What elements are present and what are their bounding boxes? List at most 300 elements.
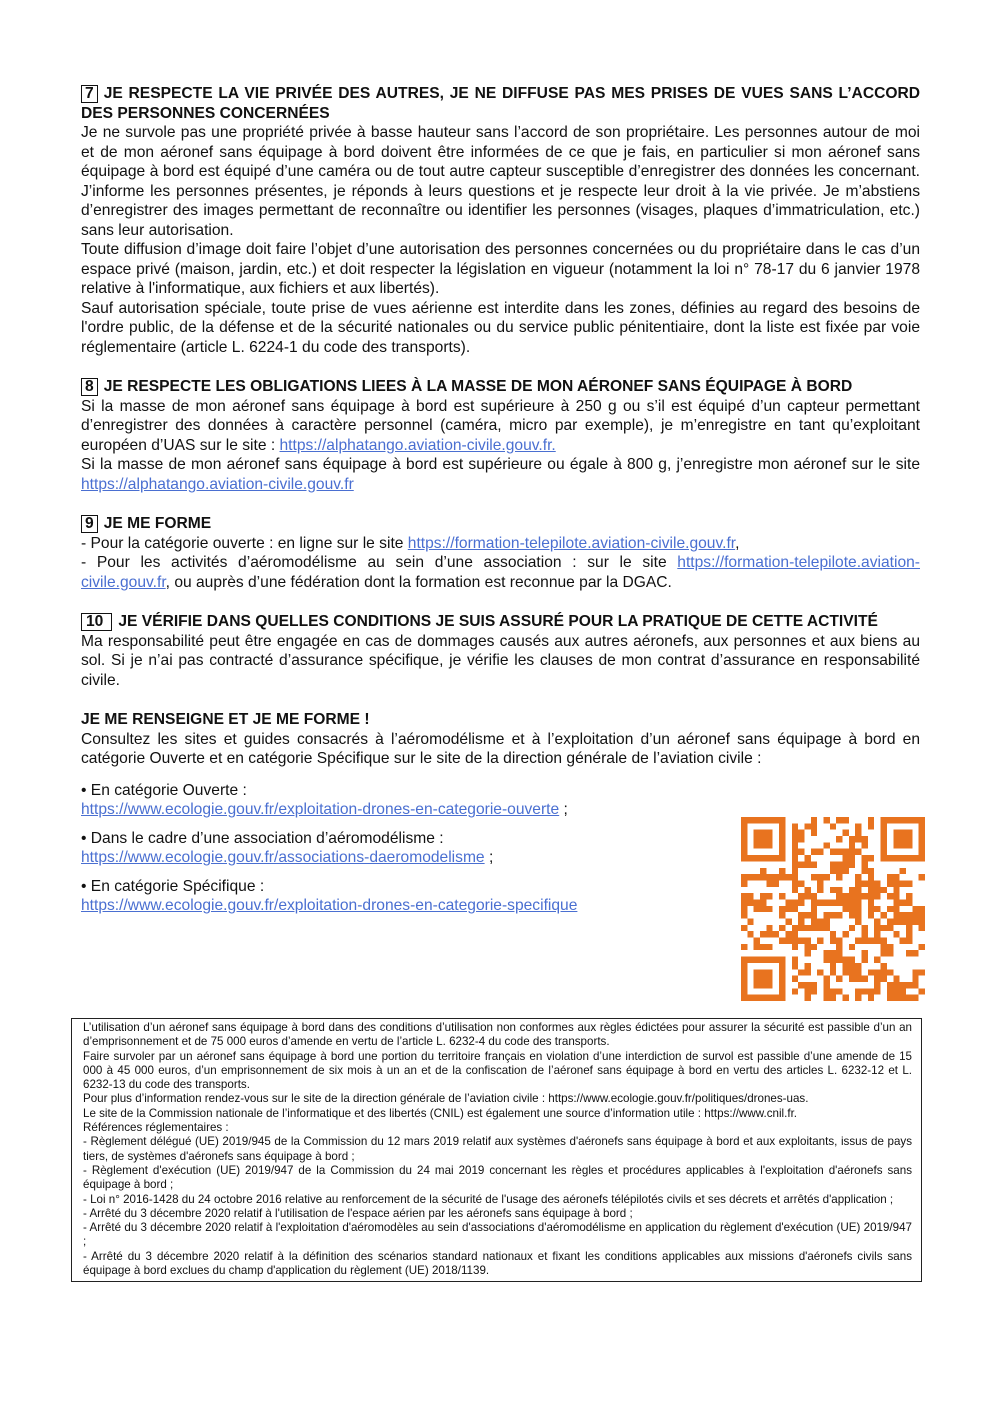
qr-module — [741, 963, 747, 969]
qr-module — [811, 899, 817, 905]
qr-module — [779, 893, 785, 899]
qr-module — [823, 982, 829, 988]
qr-module — [792, 988, 798, 994]
qr-module — [906, 855, 912, 861]
qr-module — [754, 899, 760, 905]
qr-module — [900, 899, 906, 905]
qr-module — [830, 868, 836, 874]
section-9-number: 9 — [81, 515, 98, 533]
qr-module — [741, 899, 747, 905]
qr-module — [779, 823, 785, 829]
section-8-p2-text: Si la masse de mon aéronef sans équipage à bord est supérieure ou égale à 800 g, j’enregistre mon aéronef sur le site — [81, 456, 920, 473]
qr-module — [760, 874, 766, 880]
info-link-label: • En catégorie Spécifique : — [81, 877, 265, 895]
section-10-paragraph-1: Ma responsabilité peut être engagée en cas de dommages causés aux autres aéronefs, aux personnes et aux biens au sol. Si je n’ai pas contracté d’assurance spécifique, je vérifie les clauses de mon contrat d’assurance en responsabilité civile. — [81, 632, 920, 689]
qr-module — [798, 836, 804, 842]
qr-module — [811, 849, 817, 855]
info-title: JE ME RENSEIGNE ET JE ME FORME ! — [81, 711, 370, 728]
qr-module — [906, 912, 912, 918]
qr-module — [874, 982, 880, 988]
qr-module — [874, 957, 880, 963]
qr-module — [843, 817, 849, 823]
qr-module — [893, 988, 899, 994]
qr-module — [912, 950, 918, 956]
qr-module — [849, 893, 855, 899]
section-7-paragraph-3: Sauf autorisation spéciale, toute prise de vues aérienne est interdite dans les zones, définies au regard des besoins de l'ordre public, de la défense et de la sécurité nationales ou du service public pénitentiaire, dont la liste est fixée par voie réglementaire (article L. 6224-1 du code des transports). — [81, 299, 920, 356]
qr-module — [906, 817, 912, 823]
qr-module — [817, 899, 823, 905]
qr-module — [900, 880, 906, 886]
qr-module — [919, 874, 925, 880]
qr-module — [811, 830, 817, 836]
qr-module — [785, 906, 791, 912]
qr-module — [798, 893, 804, 899]
qr-module — [830, 823, 836, 829]
qr-module — [919, 919, 925, 925]
qr-module — [830, 849, 836, 855]
qr-module — [836, 938, 842, 944]
section-9 — [81, 514, 920, 592]
qr-module — [868, 893, 874, 899]
qr-module — [779, 988, 785, 994]
qr-module — [773, 880, 779, 886]
qr-module — [874, 969, 880, 975]
qr-module — [862, 938, 868, 944]
qr-module — [887, 855, 893, 861]
qr-module — [760, 817, 766, 823]
qr-module — [798, 969, 804, 975]
qr-module — [881, 912, 887, 918]
qr-module — [919, 830, 925, 836]
qr-module — [823, 925, 829, 931]
qr-module — [881, 830, 887, 836]
qr-module — [811, 817, 817, 823]
qr-module — [855, 988, 861, 994]
qr-module — [887, 925, 893, 931]
legal-paragraph: Le site de la Commission nationale de l’informatique et des libertés (CNIL) est également une source d’information utile : https://www.cnil.fr. — [83, 1106, 798, 1120]
qr-module — [849, 861, 855, 867]
qr-module — [855, 969, 861, 975]
qr-module — [893, 906, 899, 912]
qr-module — [817, 919, 823, 925]
section-10-title: JE VÉRIFIE DANS QUELLES CONDITIONS JE SUIS ASSURÉ POUR LA PRATIQUE DE CETTE ACTIVITÉ — [118, 613, 878, 630]
qr-module — [741, 944, 747, 950]
qr-module — [900, 836, 906, 842]
qr-module — [868, 899, 874, 905]
qr-module — [919, 855, 925, 861]
legal-reference: - Loi n° 2016-1428 du 24 octobre 2016 relative au renforcement de la sécurité de l'usage des aéronefs télépilotés civils et ses décrets et arrêtés d'application ; — [83, 1192, 894, 1206]
qr-module — [843, 855, 849, 861]
qr-module — [830, 950, 836, 956]
qr-module — [754, 982, 760, 988]
qr-module — [760, 906, 766, 912]
qr-module — [919, 817, 925, 823]
qr-module — [766, 817, 772, 823]
qr-module — [862, 957, 868, 963]
qr-module — [754, 874, 760, 880]
qr-module — [741, 982, 747, 988]
qr-module — [760, 842, 766, 848]
qr-module — [747, 817, 753, 823]
qr-module — [868, 906, 874, 912]
qr-module — [912, 995, 918, 1001]
qr-module — [792, 842, 798, 848]
qr-module — [760, 976, 766, 982]
qr-module — [900, 912, 906, 918]
qr-module — [862, 861, 868, 867]
qr-module — [906, 830, 912, 836]
qr-module — [804, 861, 810, 867]
qr-module — [804, 969, 810, 975]
qr-module — [912, 906, 918, 912]
qr-module — [760, 969, 766, 975]
qr-module — [843, 893, 849, 899]
qr-module — [868, 988, 874, 994]
qr-module — [868, 995, 874, 1001]
qr-module — [881, 887, 887, 893]
qr-module — [773, 817, 779, 823]
qr-module — [747, 893, 753, 899]
qr-module — [843, 906, 849, 912]
qr-module — [823, 976, 829, 982]
qr-module — [887, 893, 893, 899]
qr-code[interactable] — [741, 817, 925, 1001]
qr-module — [785, 874, 791, 880]
qr-module — [766, 957, 772, 963]
qr-module — [741, 995, 747, 1001]
qr-module — [855, 849, 861, 855]
qr-module — [792, 887, 798, 893]
qr-module — [798, 938, 804, 944]
qr-module — [823, 842, 829, 848]
qr-module — [906, 931, 912, 937]
qr-module — [836, 874, 842, 880]
qr-module — [862, 868, 868, 874]
qr-module — [747, 899, 753, 905]
qr-module — [811, 861, 817, 867]
qr-module — [823, 919, 829, 925]
qr-module — [773, 874, 779, 880]
qr-module — [874, 988, 880, 994]
alphatango-link[interactable]: https://alphatango.aviation-civile.gouv.fr. — [279, 436, 556, 454]
qr-module — [792, 931, 798, 937]
qr-module — [779, 830, 785, 836]
qr-module — [836, 817, 842, 823]
qr-module — [836, 836, 842, 842]
info-link-after: ; — [559, 801, 568, 818]
qr-module — [862, 988, 868, 994]
qr-module — [900, 855, 906, 861]
qr-module — [747, 931, 753, 937]
qr-module — [779, 938, 785, 944]
qr-module — [893, 830, 899, 836]
qr-module — [792, 861, 798, 867]
qr-module — [779, 982, 785, 988]
qr-module — [881, 938, 887, 944]
qr-module — [868, 887, 874, 893]
formation-telepilote-link-2[interactable]: https://formation-telepilote.aviation-civile.gouv.fr — [81, 554, 920, 591]
qr-module — [862, 976, 868, 982]
qr-module — [766, 855, 772, 861]
qr-module — [887, 880, 893, 886]
qr-module — [798, 982, 804, 988]
qr-module — [868, 868, 874, 874]
qr-module — [862, 950, 868, 956]
qr-module — [919, 836, 925, 842]
section-9-title: JE ME FORME — [103, 515, 212, 532]
qr-module — [811, 982, 817, 988]
qr-module — [855, 912, 861, 918]
qr-module — [900, 988, 906, 994]
qr-module — [792, 976, 798, 982]
qr-module — [900, 919, 906, 925]
qr-module — [741, 849, 747, 855]
qr-module — [811, 823, 817, 829]
qr-module — [900, 868, 906, 874]
qr-module — [766, 976, 772, 982]
qr-module — [754, 938, 760, 944]
qr-module — [804, 912, 810, 918]
qr-module — [766, 982, 772, 988]
qr-module — [817, 938, 823, 944]
qr-module — [893, 982, 899, 988]
qr-module — [766, 880, 772, 886]
qr-module — [766, 874, 772, 880]
qr-module — [830, 969, 836, 975]
qr-module — [741, 906, 747, 912]
qr-module — [798, 912, 804, 918]
qr-module — [912, 855, 918, 861]
legal-reference: - Arrêté du 3 décembre 2020 relatif à la définition des scénarios standard nationaux et fixant les conditions applicables aux missions d'aéronefs civils sans équipage à bord exclues du champ d'application du règlement (UE) 2018/1139. — [83, 1249, 912, 1278]
qr-module — [843, 849, 849, 855]
qr-module — [817, 887, 823, 893]
qr-module — [823, 988, 829, 994]
qr-module — [741, 830, 747, 836]
qr-module — [887, 906, 893, 912]
qr-module — [906, 995, 912, 1001]
qr-module — [811, 988, 817, 994]
section-10 — [81, 612, 920, 690]
qr-module — [798, 919, 804, 925]
qr-module — [830, 995, 836, 1001]
qr-module — [754, 855, 760, 861]
qr-module — [919, 944, 925, 950]
section-7-paragraph-2: Toute diffusion d’image doit faire l’objet d’une autorisation des personnes concernées ou du propriétaire dans le cas d’un espace privé (maison, jardin, etc.) et doit respecter la législation en vigueur (notamment la loi n° 78-17 du 6 janvier 1978 relative à l'informatique, aux fichiers et aux libertés). — [81, 241, 920, 297]
qr-module — [881, 855, 887, 861]
qr-module — [779, 963, 785, 969]
qr-module — [849, 906, 855, 912]
qr-module — [906, 842, 912, 848]
qr-module — [843, 963, 849, 969]
qr-module — [855, 976, 861, 982]
qr-module — [830, 963, 836, 969]
section-8 — [81, 377, 920, 494]
qr-module — [754, 969, 760, 975]
qr-module — [823, 957, 829, 963]
qr-module — [741, 969, 747, 975]
qr-module — [912, 919, 918, 925]
qr-module — [893, 817, 899, 823]
qr-module — [893, 874, 899, 880]
qr-module — [760, 995, 766, 1001]
qr-module — [843, 861, 849, 867]
qr-module — [849, 944, 855, 950]
qr-module — [741, 880, 747, 886]
qr-module — [868, 912, 874, 918]
qr-module — [792, 880, 798, 886]
qr-module — [760, 931, 766, 937]
section-8-heading — [81, 377, 920, 397]
section-7-heading — [81, 84, 920, 123]
qr-module — [893, 976, 899, 982]
qr-module — [893, 899, 899, 905]
qr-module — [798, 849, 804, 855]
qr-module — [766, 842, 772, 848]
legal-paragraph: L’utilisation d’un aéronef sans équipage à bord dans des conditions d’utilisation non conformes aux règles édictées pour assurer la sécurité est passible d’un an d’emprisonnement et de 75 000 euros d’amende en vertu de l’article L. 6232-4 du code des transports. — [83, 1021, 912, 1049]
qr-module — [855, 874, 861, 880]
qr-module — [741, 817, 747, 823]
qr-module — [754, 976, 760, 982]
qr-module — [747, 957, 753, 963]
qr-module — [849, 963, 855, 969]
qr-module — [855, 919, 861, 925]
qr-module — [874, 919, 880, 925]
qr-module — [836, 912, 842, 918]
section-8-paragraph-2 — [81, 455, 920, 494]
qr-module — [779, 912, 785, 918]
section-8-paragraph-1 — [81, 397, 920, 456]
qr-module — [906, 938, 912, 944]
qr-module — [855, 995, 861, 1001]
qr-module — [741, 823, 747, 829]
qr-module — [741, 842, 747, 848]
qr-module — [893, 842, 899, 848]
qr-module — [811, 874, 817, 880]
page-content — [81, 84, 920, 925]
qr-module — [773, 957, 779, 963]
specifique-link[interactable]: https://www.ecologie.gouv.fr/exploitation-drones-en-categorie-specifique — [81, 897, 578, 914]
ouverte-link[interactable]: https://www.ecologie.gouv.fr/exploitation-drones-en-categorie-ouverte — [81, 801, 560, 818]
formation-telepilote-link[interactable]: https://formation-telepilote.aviation-civile.gouv.fr — [407, 534, 736, 552]
qr-module — [836, 868, 842, 874]
qr-module — [919, 988, 925, 994]
qr-module — [792, 925, 798, 931]
qr-module — [862, 931, 868, 937]
qr-module — [855, 880, 861, 886]
qr-module — [754, 836, 760, 842]
qr-module — [893, 836, 899, 842]
qr-module — [817, 925, 823, 931]
qr-module — [766, 906, 772, 912]
qr-module — [874, 976, 880, 982]
qr-module — [830, 931, 836, 937]
qr-module — [817, 849, 823, 855]
section-8-title: JE RESPECTE LES OBLIGATIONS LIEES À LA MASSE DE MON AÉRONEF SANS ÉQUIPAGE À BORD — [103, 378, 853, 395]
qr-module — [874, 938, 880, 944]
qr-module — [823, 817, 829, 823]
qr-module — [836, 957, 842, 963]
qr-module — [849, 855, 855, 861]
qr-module — [906, 899, 912, 905]
qr-module — [792, 963, 798, 969]
qr-module — [849, 976, 855, 982]
alphatango-link-2[interactable]: https://alphatango.aviation-civile.gouv.fr — [81, 475, 354, 493]
qr-module — [766, 944, 772, 950]
qr-module — [919, 842, 925, 848]
qr-module — [887, 969, 893, 975]
qr-module — [893, 912, 899, 918]
qr-module — [811, 906, 817, 912]
qr-module — [868, 855, 874, 861]
qr-module — [779, 995, 785, 1001]
qr-module — [843, 931, 849, 937]
qr-module — [817, 874, 823, 880]
qr-module — [893, 887, 899, 893]
legal-reference: - Arrêté du 3 décembre 2020 relatif à l'utilisation de l'espace aérien par les aéronefs sans équipage à bord ; — [83, 1206, 633, 1220]
associations-link[interactable]: https://www.ecologie.gouv.fr/associations-daeromodelisme — [81, 849, 485, 866]
qr-module — [823, 950, 829, 956]
qr-module — [798, 830, 804, 836]
legal-notice-box — [71, 1018, 922, 1282]
qr-module — [843, 995, 849, 1001]
qr-module — [773, 995, 779, 1001]
qr-module — [804, 950, 810, 956]
qr-module — [836, 899, 842, 905]
qr-module — [881, 944, 887, 950]
qr-module — [792, 938, 798, 944]
qr-module — [830, 887, 836, 893]
qr-module — [804, 925, 810, 931]
qr-module — [893, 919, 899, 925]
qr-module — [804, 982, 810, 988]
qr-module — [887, 874, 893, 880]
qr-module — [868, 823, 874, 829]
qr-module — [906, 893, 912, 899]
section-9-line-2 — [81, 553, 920, 592]
qr-module — [792, 849, 798, 855]
legal-reference: - Règlement d'exécution (UE) 2019/947 de la Commission du 24 mai 2019 concernant les règles et procédures applicables à l'exploitation d'aéronefs sans équipage à bord ; — [83, 1163, 912, 1192]
qr-module — [830, 861, 836, 867]
qr-module — [868, 817, 874, 823]
qr-module — [849, 912, 855, 918]
qr-module — [741, 912, 747, 918]
qr-module — [792, 957, 798, 963]
qr-module — [760, 836, 766, 842]
qr-module — [760, 957, 766, 963]
qr-module — [887, 919, 893, 925]
qr-module — [849, 887, 855, 893]
qr-module — [817, 880, 823, 886]
qr-module — [830, 899, 836, 905]
qr-module — [754, 944, 760, 950]
section-8-p1-text: Si la masse de mon aéronef sans équipage à bord est supérieure à 250 g ou s’il est équipé d’un capteur permettant d’enregistrer des données à caractère personnel (caméra, micro par exemple), je m’enregistre en tant qu’exploitant européen d’UAS sur le site : — [81, 397, 920, 454]
qr-module — [747, 855, 753, 861]
qr-module — [773, 855, 779, 861]
qr-module — [766, 931, 772, 937]
qr-module — [760, 855, 766, 861]
qr-module — [849, 957, 855, 963]
qr-module — [836, 976, 842, 982]
qr-module — [779, 842, 785, 848]
section-8-number: 8 — [81, 378, 98, 396]
qr-module — [811, 925, 817, 931]
qr-module — [804, 855, 810, 861]
qr-module — [760, 899, 766, 905]
qr-module — [754, 995, 760, 1001]
qr-module — [868, 880, 874, 886]
qr-module — [912, 982, 918, 988]
qr-module — [760, 830, 766, 836]
